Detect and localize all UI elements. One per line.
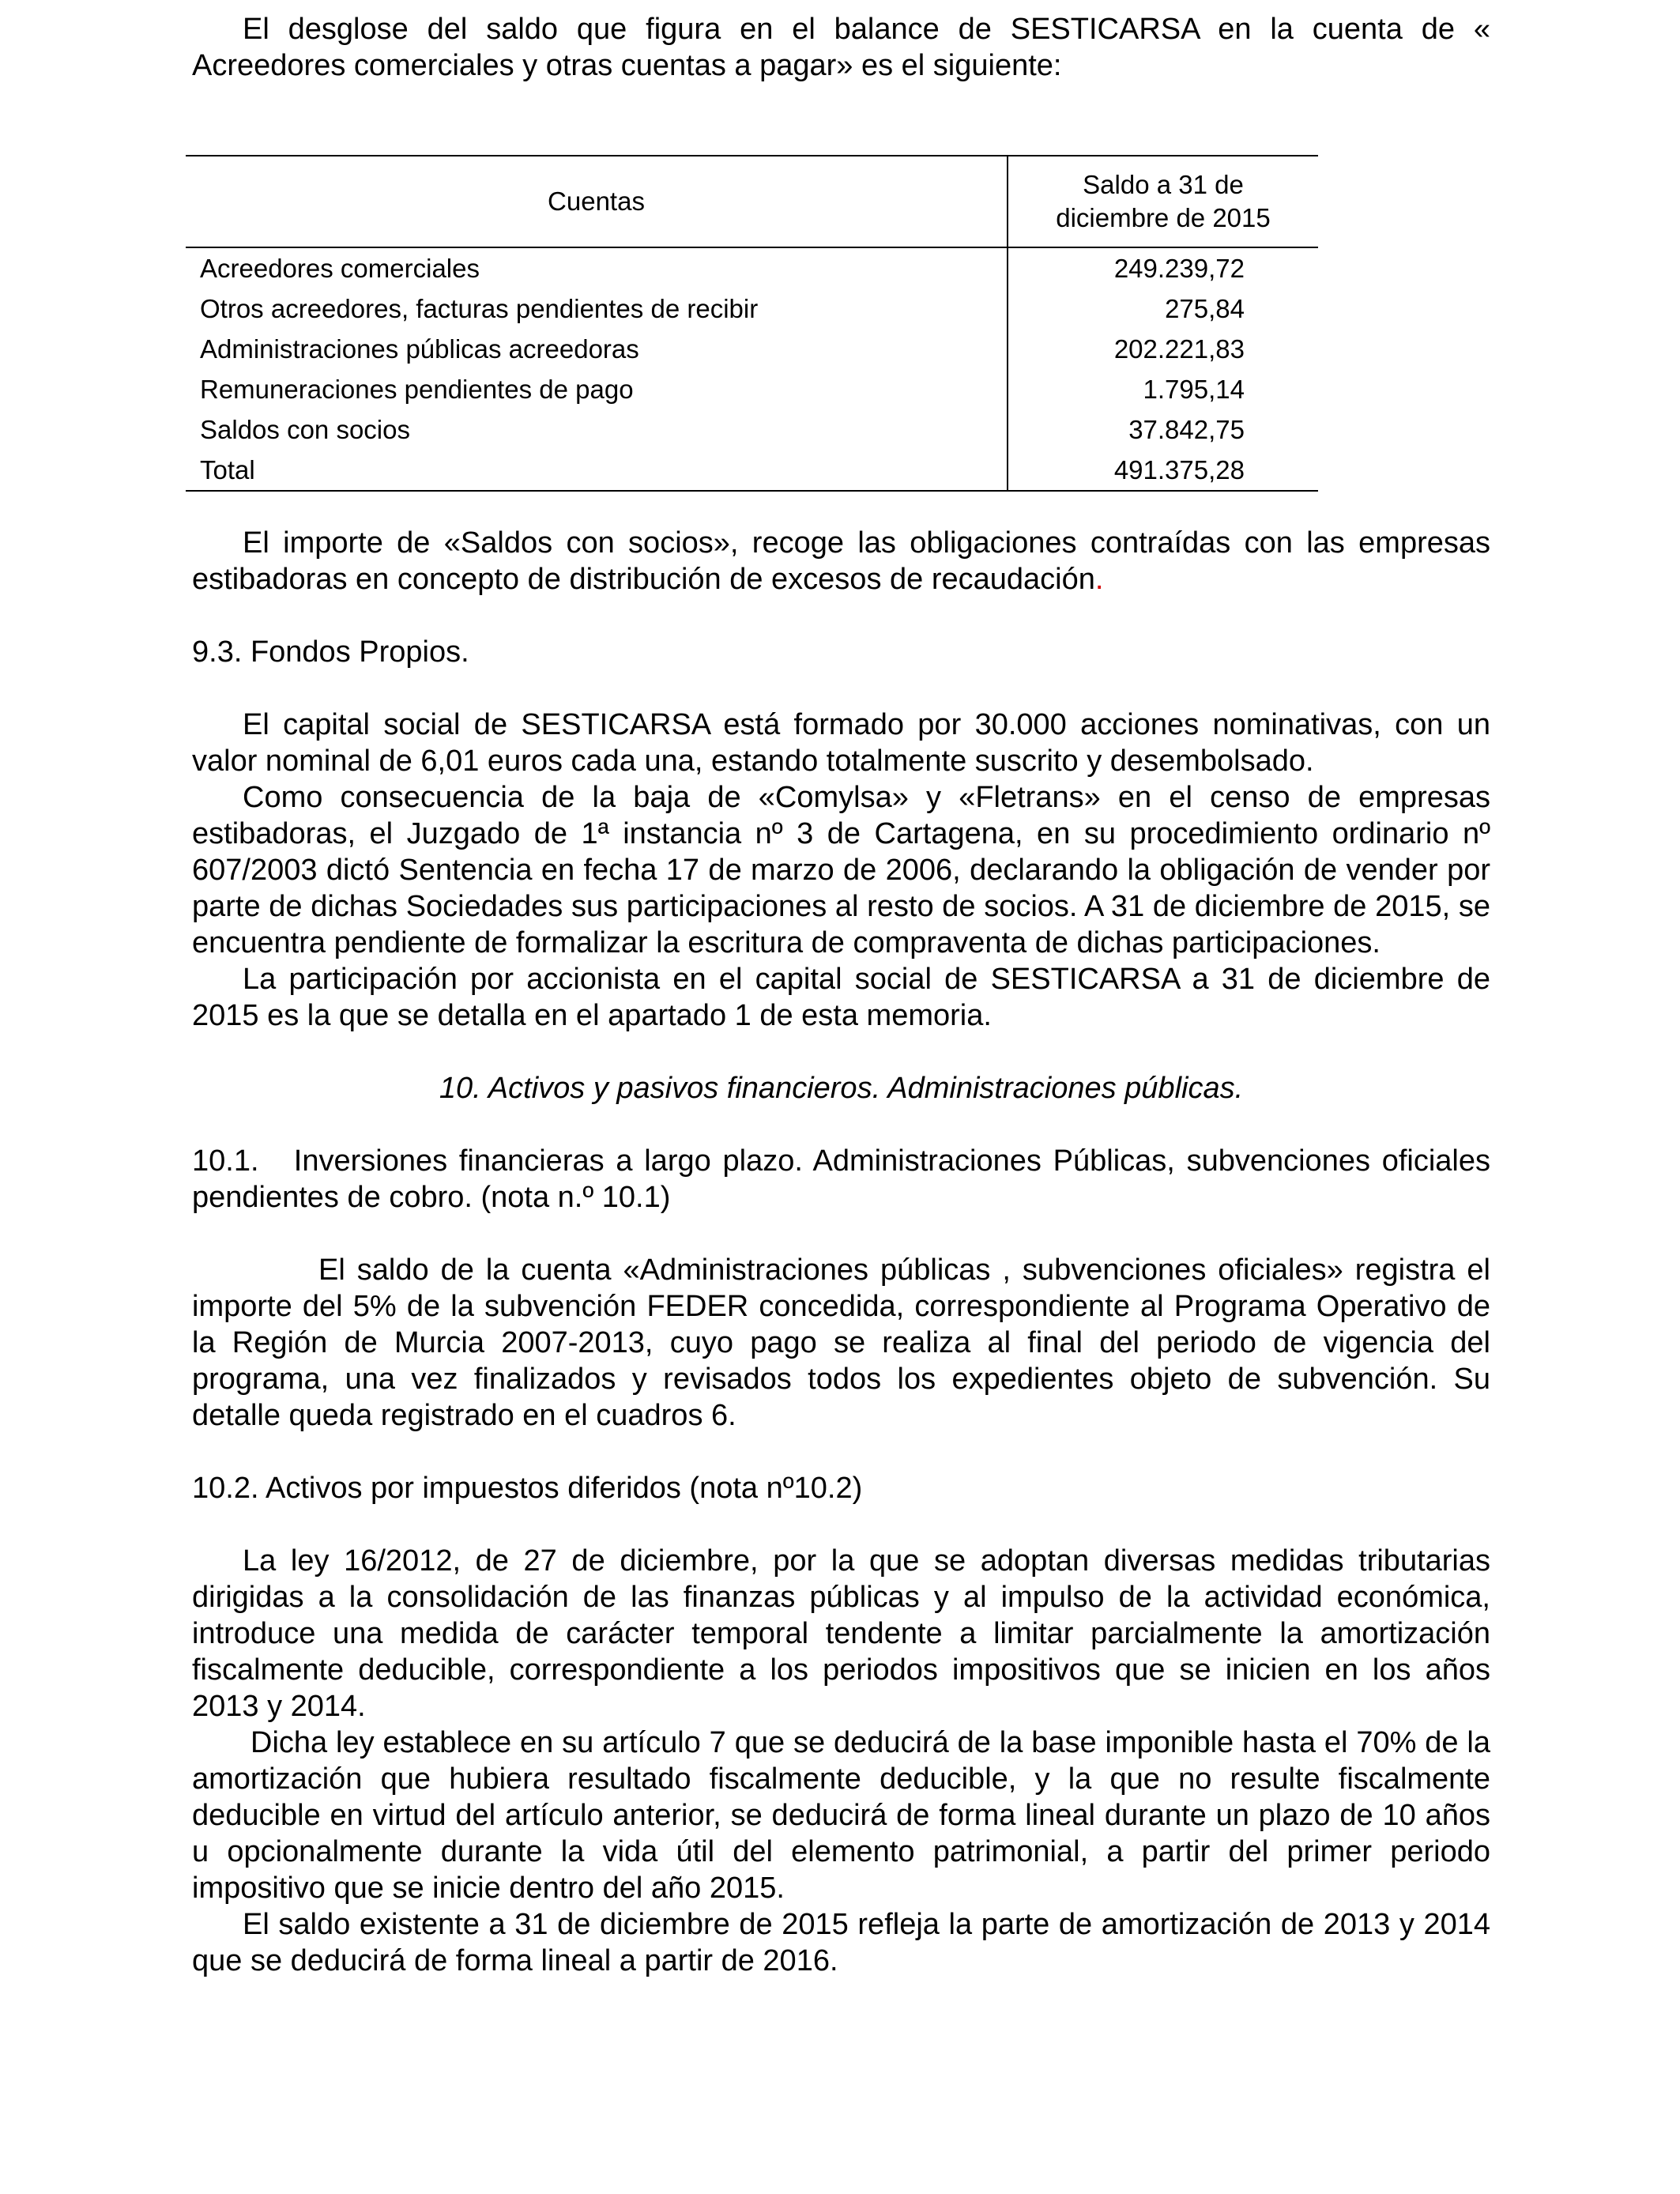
header-accounts: Cuentas [186,156,1008,247]
row-account: Remuneraciones pendientes de pago [186,369,1008,409]
capital-paragraph-3: La participación por accionista en el capital social de SESTICARSA a 31 de diciembre de 2015 es la que se detalla en el apartado 1 de esta memoria. [192,963,1490,1032]
row-account: Otros acreedores, facturas pendientes de recibir [186,288,1008,329]
row-account: Administraciones públicas acreedoras [186,329,1008,369]
paragraph-10-1: El saldo de la cuenta «Administraciones públicas , subvenciones oficiales» registra el importe del 5% de la subvención FEDER concedida, correspondiente al Programa Operativo de la Región de Murcia 2007-2013, cuyo pago se realiza al final del periodo de vigencia del programa, una vez finalizados y revisados todos los expedientes objeto de subvención. Su detalle queda registrado en el cuadros 6. [192,1253,1490,1432]
table-header-row [186,156,1318,247]
capital-paragraph-2: Como consecuencia de la baja de «Comylsa» y «Fletrans» en el censo de empresas estibadoras, el Juzgado de 1ª instancia nº 3 de Cartagena, en su procedimiento ordinario nº 607/2003 dictó Sentencia en fecha 17 de marzo de 2006, declarando la obligación de vender por parte de dichas Sociedades sus participaciones al resto de socios. A 31 de diciembre de 2015, se encuentra pendiente de formalizar la escritura de compraventa de dichas participaciones. [192,781,1490,959]
table-row [186,369,1318,409]
row-amount: 491.375,28 [1008,450,1318,491]
socios-period: . [1094,563,1104,596]
document-page [192,11,1499,1979]
header-balance-line1: Saldo a 31 de [1083,170,1244,199]
table-row [186,409,1318,450]
row-amount: 37.842,75 [1128,415,1245,444]
row-account: Acreedores comerciales [186,247,1008,288]
row-amount: 1.795,14 [1143,375,1245,404]
row-amount: 249.239,72 [1113,254,1245,283]
creditors-table-wrapper [186,155,1318,492]
socios-paragraph [192,525,1490,598]
table-row [186,247,1318,288]
heading-9-3: 9.3. Fondos Propios. [192,635,469,669]
table-row [186,329,1318,369]
row-account: Saldos con socios [186,409,1008,450]
creditors-table [186,155,1318,492]
header-balance-line2: diciembre de 2015 [1056,203,1271,232]
row-account: Total [186,450,1008,491]
header-balance [1008,156,1318,247]
paragraph-10-2-c: El saldo existente a 31 de diciembre de 2015 refleja la parte de amortización de 2013 y 2014 que se deducirá de forma lineal a partir de 2016. [192,1908,1490,1977]
table-total-row [186,450,1318,491]
heading-10: 10. Activos y pasivos financieros. Administraciones públicas. [439,1072,1244,1105]
row-amount: 202.221,83 [1113,334,1245,364]
row-amount: 275,84 [1165,294,1245,323]
heading-10-1: 10.1. Inversiones financieras a largo plazo. Administraciones Públicas, subvenciones oficiales pendientes de cobro. (nota n.º 10.1) [192,1144,1499,1214]
table-row [186,288,1318,329]
heading-10-2: 10.2. Activos por impuestos diferidos (nota nº10.2) [192,1472,863,1505]
socios-text: El importe de «Saldos con socios», recoge las obligaciones contraídas con las empresas estibadoras en concepto de distribución de excesos de recaudación [192,526,1490,596]
paragraph-10-2-a: La ley 16/2012, de 27 de diciembre, por la que se adoptan diversas medidas tributarias dirigidas a la consolidación de las finanzas públicas y al impulso de la actividad económica, introduce una medida de carácter temporal tendente a limitar parcialmente la amortización fiscalmente deducible, correspondiente a los periodos impositivos que se inicien en los años 2013 y 2014. [192,1544,1490,1723]
capital-paragraph-1: El capital social de SESTICARSA está formado por 30.000 acciones nominativas, con un valor nominal de 6,01 euros cada una, estando totalmente suscrito y desembolsado. [192,708,1490,778]
paragraph-10-2-b: Dicha ley establece en su artículo 7 que se deducirá de la base imponible hasta el 70% de la amortización que hubiera resultado fiscalmente deducible, y la que no resulte fiscalmente deducible en virtud del artículo anterior, se deducirá de forma lineal durante un plazo de 10 años u opcionalmente durante la vida útil del elemento patrimonial, a partir del primer periodo impositivo que se inicie dentro del año 2015. [192,1726,1490,1905]
intro-paragraph: El desglose del saldo que figura en el balance de SESTICARSA en la cuenta de « Acreedores comerciales y otras cuentas a pagar» es el siguiente: [192,13,1490,82]
